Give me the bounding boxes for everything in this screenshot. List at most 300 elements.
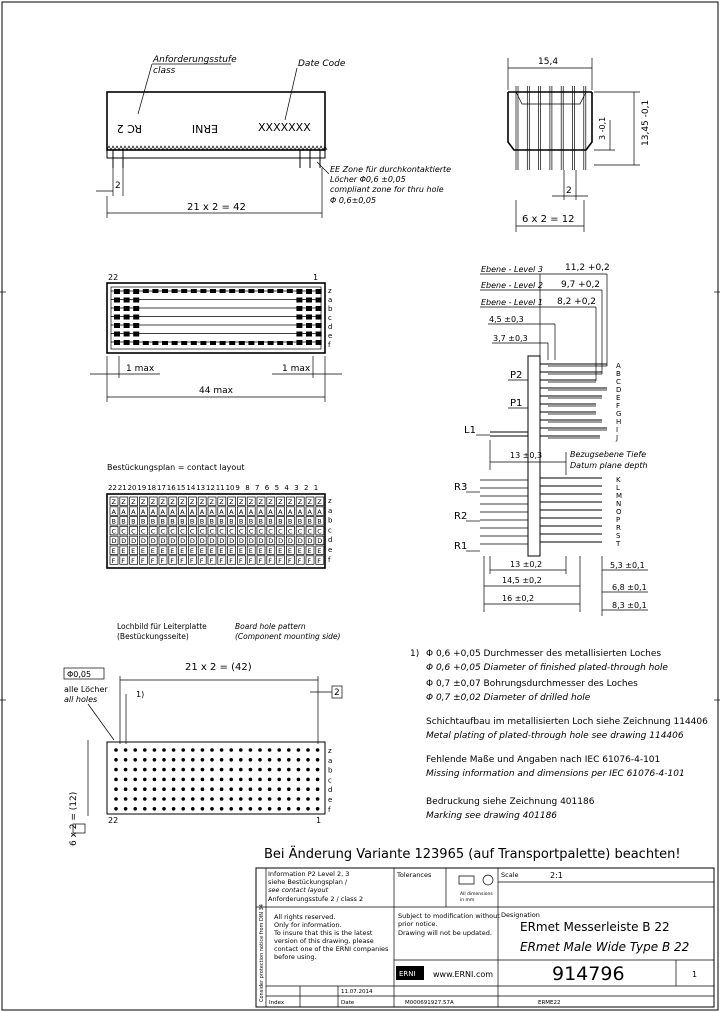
front-contact-0-3	[114, 315, 120, 320]
hole-13-2	[239, 768, 243, 772]
tolerances-label: Tolerances	[397, 871, 432, 879]
contact-cell-letter-9-3: C	[199, 527, 205, 536]
hole-12-5	[229, 797, 233, 801]
note-6: Metal plating of plated-through hole see drawing 114406	[426, 731, 684, 741]
hole-5-2	[162, 768, 166, 772]
front-contact-1-3	[124, 315, 130, 320]
contact-cell-letter-15-6: F	[258, 556, 263, 565]
contact-col-21: 21	[117, 484, 127, 492]
contact-cell-letter-5-1: A	[160, 507, 165, 516]
contact-cell-letter-6-2: B	[170, 517, 175, 526]
hole-9-0	[201, 748, 205, 752]
contact-cell-letter-0-5: E	[111, 547, 116, 555]
hole-10-2	[210, 768, 214, 772]
contact-cell-letter-19-1: A	[297, 507, 303, 516]
contact-cell-letter-11-5: E	[219, 547, 224, 555]
contact-cell-letter-4-2: B	[150, 517, 156, 526]
hole-21-3	[316, 778, 320, 782]
hole-19-0	[297, 748, 301, 752]
hole-18-1	[287, 758, 291, 762]
contact-cell-letter-7-3: C	[180, 527, 185, 536]
hole-15-5	[258, 797, 262, 801]
level-letter-O: O	[616, 508, 622, 516]
hole-pos-22: 22	[108, 816, 119, 825]
hole-10-3	[210, 778, 214, 782]
contact-cell-letter-15-2: B	[258, 517, 263, 526]
contact-cell-letter-3-6: F	[140, 556, 145, 565]
contact-cell-letter-12-5: E	[229, 547, 234, 555]
hole-1-6	[124, 807, 128, 811]
front-row-label-b: b	[328, 305, 333, 313]
hole-10-5	[210, 797, 214, 801]
hole-4-0	[153, 748, 157, 752]
contact-cell-letter-18-5: E	[287, 547, 293, 555]
date-code-label: Date Code	[298, 59, 346, 69]
dim-11-2: 11,2 +0,2	[565, 263, 610, 273]
contact-cell-letter-4-6: F	[150, 556, 155, 565]
hole-5-0	[162, 748, 166, 752]
rc2-marking: RC 2	[116, 122, 142, 135]
hole-10-4	[210, 787, 214, 791]
hole-title-de2: (Bestückungsseite)	[117, 632, 189, 641]
hole-1-2	[124, 768, 128, 772]
contact-cell-letter-2-2: B	[131, 517, 136, 526]
contact-cell-letter-8-5: E	[189, 547, 195, 555]
contact-cell-letter-6-4: D	[170, 537, 176, 546]
r1-label: R1	[454, 541, 468, 552]
hole-14-6	[249, 807, 253, 811]
hole-16-2	[268, 768, 272, 772]
level-letter-R: R	[616, 524, 621, 532]
contact-cell-letter-7-0: Z	[180, 498, 185, 506]
hole-21-1	[316, 758, 320, 762]
contact-cell-letter-12-2: B	[229, 517, 234, 526]
hole-10-1	[210, 758, 214, 762]
contact-cell-letter-18-6: F	[287, 556, 292, 565]
front-contact-19-6	[296, 340, 302, 345]
hole-7-0	[181, 748, 185, 752]
contact-cell-letter-4-3: C	[150, 527, 156, 536]
ee-zone-line2: Löcher Φ0,6 ±0,05	[330, 175, 406, 184]
hole-11-4	[220, 787, 224, 791]
hole-6-4	[172, 787, 176, 791]
front-contact-top-15	[258, 289, 264, 293]
anforderung-label: Anforderungsstufe	[153, 55, 237, 65]
hole-0-2	[114, 768, 118, 772]
datum-plane-de: Bezugsebene Tiefe	[570, 450, 647, 459]
front-contact-19-2	[296, 306, 302, 311]
level-letter-F: F	[616, 402, 621, 410]
front-contact-bottom-7	[181, 341, 187, 345]
contact-col-19: 19	[137, 484, 147, 492]
hole-row-label-a: a	[328, 756, 333, 765]
contact-cell-letter-11-1: A	[219, 507, 224, 516]
contact-cell-letter-13-1: A	[238, 507, 244, 516]
hole-6-1	[172, 758, 176, 762]
hole-9-2	[201, 768, 205, 772]
hole-row-label-f: f	[328, 805, 331, 814]
contact-cell-letter-0-4: D	[111, 537, 117, 546]
datum-plane-en: Datum plane depth	[570, 461, 648, 470]
contact-row-label-c: c	[328, 526, 332, 535]
hole-19-3	[297, 778, 301, 782]
contact-row-label-e: e	[328, 546, 333, 554]
front-contact-20-1	[306, 298, 312, 303]
contact-cell-letter-19-4: D	[297, 537, 303, 546]
hole-11-6	[220, 807, 224, 811]
contact-cell-letter-7-4: D	[180, 537, 186, 546]
contact-cell-letter-17-5: E	[278, 547, 283, 555]
hole-20-5	[306, 797, 310, 801]
hole-11-0	[220, 748, 224, 752]
front-contact-top-5	[162, 289, 168, 293]
hole-2-3	[133, 778, 137, 782]
hole-2-4	[133, 787, 137, 791]
contact-cell-letter-13-4: D	[238, 537, 244, 546]
hole-0-5	[114, 797, 118, 801]
hole-17-4	[277, 787, 281, 791]
hole-12-3	[229, 778, 233, 782]
front-contact-top-8	[191, 289, 197, 293]
hole-17-5	[277, 797, 281, 801]
front-contact-2-1	[133, 298, 139, 303]
level3-label: Ebene - Level 3	[481, 265, 543, 274]
front-contact-top-10	[210, 289, 216, 293]
contact-cell-letter-9-2: B	[199, 517, 205, 526]
contact-cell-letter-10-4: D	[209, 537, 215, 546]
contact-cell-letter-20-6: F	[307, 556, 312, 565]
hole-7-2	[181, 768, 185, 772]
hole-8-6	[191, 807, 195, 811]
contact-cell-letter-11-6: F	[219, 556, 224, 565]
contact-cell-letter-12-1: A	[229, 507, 234, 516]
contact-cell-letter-3-1: A	[140, 507, 146, 516]
front-contact-bottom-18	[287, 341, 293, 345]
contact-row-label-a: a	[328, 506, 333, 515]
contact-cell-letter-2-1: A	[131, 507, 136, 516]
hole-row-label-b: b	[328, 766, 333, 775]
contact-cell-letter-16-4: D	[268, 537, 274, 546]
level-letter-C: C	[616, 378, 621, 386]
dim-3-7: 3,7 ±0,3	[493, 334, 528, 343]
hole-row-label-z: z	[328, 747, 332, 755]
hole-6-0	[172, 748, 176, 752]
level-letter-I: I	[616, 426, 619, 434]
contact-cell-letter-20-2: B	[307, 517, 312, 526]
front-contact-top-9	[200, 289, 206, 293]
level-letter-P: P	[616, 516, 621, 524]
contact-cell-letter-18-0: Z	[287, 498, 293, 506]
contact-cell-letter-14-2: B	[248, 517, 254, 526]
contact-cell-letter-2-6: F	[131, 556, 135, 565]
contact-cell-letter-17-0: Z	[278, 498, 283, 506]
info-line2: siehe Bestückungsplan /	[268, 878, 348, 886]
hole-5-1	[162, 758, 166, 762]
contact-cell-letter-8-3: C	[189, 527, 195, 536]
front-pos-1: 1	[313, 273, 319, 282]
hole-18-2	[287, 768, 291, 772]
contact-cell-letter-6-3: C	[170, 527, 175, 536]
hole-16-5	[268, 797, 272, 801]
hole-7-6	[181, 807, 185, 811]
front-contact-19-5	[296, 332, 302, 337]
hole-0-1	[114, 758, 118, 762]
contact-cell-letter-11-2: B	[219, 517, 224, 526]
hole-3-1	[143, 758, 147, 762]
hole-11-3	[220, 778, 224, 782]
hole-20-4	[306, 787, 310, 791]
contact-cell-letter-6-5: E	[170, 547, 175, 555]
hole-4-5	[153, 797, 157, 801]
front-contact-2-4	[133, 323, 139, 328]
hole-9-4	[201, 787, 205, 791]
contact-cell-letter-8-1: A	[189, 507, 195, 516]
front-row-label-d: d	[328, 323, 333, 331]
top-view	[96, 55, 451, 218]
hole-box-2: 2	[334, 688, 340, 698]
hole-15-1	[258, 758, 262, 762]
contact-col-17: 17	[157, 484, 166, 492]
contact-cell-letter-6-1: A	[170, 507, 175, 516]
front-contact-bottom-6	[172, 341, 178, 345]
dim-14-5: 14,5 ±0,2	[502, 576, 542, 585]
contact-cell-letter-9-4: D	[199, 537, 205, 546]
contact-cell-letter-7-6: F	[180, 556, 184, 565]
contact-cell-letter-11-0: Z	[219, 498, 224, 506]
dim-44max: 44 max	[199, 386, 233, 396]
hole-2-0	[133, 748, 137, 752]
contact-cell-letter-17-1: A	[278, 507, 283, 516]
note-9: Bedruckung siehe Zeichnung 401186	[426, 797, 595, 807]
hole-8-2	[191, 768, 195, 772]
hole-21-2	[316, 768, 320, 772]
front-contact-top-12	[229, 289, 235, 293]
dim-21x2: 21 x 2 = 42	[187, 202, 246, 213]
hole-2-1	[133, 758, 137, 762]
hole-15-4	[258, 787, 262, 791]
contact-cell-letter-21-5: E	[317, 547, 322, 555]
class-label: class	[153, 66, 176, 76]
hole-13-0	[239, 748, 243, 752]
note-4: Φ 0,7 ±0,02 Diameter of drilled hole	[426, 693, 591, 703]
contact-col-20: 20	[127, 484, 137, 492]
level-letter-G: G	[616, 410, 622, 418]
contact-cell-letter-1-3: C	[121, 527, 126, 536]
hole-5-5	[162, 797, 166, 801]
hole-3-5	[143, 797, 147, 801]
contact-cell-letter-14-0: Z	[248, 498, 254, 506]
front-contact-20-3	[306, 315, 312, 320]
contact-cell-letter-20-3: C	[307, 527, 313, 536]
front-contact-2-5	[133, 332, 139, 337]
hole-19-4	[297, 787, 301, 791]
front-contact-0-5	[114, 332, 120, 337]
contact-cell-letter-21-0: Z	[317, 498, 322, 506]
variant-banner: Bei Änderung Variante 123965 (auf Transportpalette) beachten!	[264, 847, 681, 862]
hole-19-2	[297, 768, 301, 772]
din-protection-notice: Consider protection notice from DIN 34	[259, 904, 265, 1002]
contact-cell-letter-10-1: A	[209, 507, 214, 516]
front-contact-0-2	[114, 306, 120, 311]
hole-4-3	[153, 778, 157, 782]
erni-marking: ERNI	[191, 122, 218, 135]
hole-5-6	[162, 807, 166, 811]
hole-16-4	[268, 787, 272, 791]
contact-col-8: 8	[245, 484, 250, 492]
contact-cell-letter-21-2: B	[317, 517, 322, 526]
dim-4-5: 4,5 ±0,3	[489, 315, 524, 324]
hole-12-0	[229, 748, 233, 752]
hole-14-3	[249, 778, 253, 782]
front-contact-2-0	[133, 289, 139, 294]
hole-11-1	[220, 758, 224, 762]
hole-8-5	[191, 797, 195, 801]
front-view	[90, 273, 342, 402]
hole-14-1	[249, 758, 253, 762]
hole-pos-1: 1	[316, 816, 322, 825]
contact-cell-letter-10-6: F	[209, 556, 214, 565]
contact-cell-letter-19-3: C	[297, 527, 303, 536]
subject-line1: Subject to modification without	[398, 912, 500, 920]
scale-value: 2:1	[550, 871, 563, 880]
contact-cell-letter-15-5: E	[258, 547, 263, 555]
front-contact-top-4	[152, 289, 158, 293]
front-row-label-e: e	[328, 332, 333, 340]
contact-cell-letter-21-3: C	[317, 527, 322, 536]
contact-cell-letter-16-1: A	[268, 507, 273, 516]
hole-9-1	[201, 758, 205, 762]
front-contact-bottom-17	[277, 341, 283, 345]
contact-cell-letter-7-1: A	[180, 507, 185, 516]
front-contact-1-4	[124, 323, 130, 328]
part-number: 914796	[552, 963, 625, 985]
hole-20-2	[306, 768, 310, 772]
designation-label: Designation	[501, 911, 540, 919]
contact-layout-title: Bestückungsplan = contact layout	[107, 463, 245, 472]
hole-4-4	[153, 787, 157, 791]
contact-cell-letter-13-6: F	[238, 556, 243, 565]
contact-cell-letter-14-4: D	[248, 537, 254, 546]
contact-cell-letter-15-0: Z	[258, 498, 263, 506]
hole-title-en2: (Component mounting side)	[235, 632, 341, 641]
front-contact-0-1	[114, 298, 120, 303]
contact-cell-letter-19-2: B	[297, 517, 303, 526]
hole-3-0	[143, 748, 147, 752]
hole-18-4	[287, 787, 291, 791]
hole-1-0	[124, 748, 128, 752]
contact-cell-letter-7-5: E	[180, 547, 185, 555]
hole-16-0	[268, 748, 272, 752]
hole-13-5	[239, 797, 243, 801]
hole-9-5	[201, 797, 205, 801]
hole-15-2	[258, 768, 262, 772]
tol-sub1: All dimensions	[460, 892, 493, 897]
hole-16-3	[268, 778, 272, 782]
hole-3-6	[143, 807, 147, 811]
note-8: Missing information and dimensions per IEC 61076-4-101	[426, 769, 685, 779]
hole-7-5	[181, 797, 185, 801]
hole-20-1	[306, 758, 310, 762]
contact-col-10: 10	[225, 484, 235, 492]
contact-col-9: 9	[235, 484, 240, 492]
hole-7-3	[181, 778, 185, 782]
hole-6-6	[172, 807, 176, 811]
front-contact-bottom-3	[143, 341, 149, 345]
hole-15-6	[258, 807, 262, 811]
index-label: Index	[269, 1000, 285, 1006]
front-contact-bottom-5	[162, 341, 168, 345]
contact-cell-letter-15-4: D	[258, 537, 264, 546]
dim-8-3: 8,3 ±0,1	[612, 601, 647, 610]
front-contact-bottom-13	[239, 341, 245, 345]
contact-col-14: 14	[186, 484, 196, 492]
front-contact-20-4	[306, 323, 312, 328]
hole-20-0	[306, 748, 310, 752]
date-label: Date	[341, 1000, 355, 1006]
hole-12-4	[229, 787, 233, 791]
dim-8-2: 8,2 +0,2	[557, 297, 597, 307]
hole-20-6	[306, 807, 310, 811]
hole-6-5	[172, 797, 176, 801]
note-10: Marking see drawing 401186	[426, 811, 558, 821]
contact-cell-letter-5-6: F	[160, 556, 165, 565]
contact-cell-letter-1-1: A	[121, 507, 126, 516]
front-contact-top-13	[239, 289, 245, 293]
contact-cell-letter-14-5: E	[248, 547, 253, 555]
ee-zone-line4: Φ 0,6±0,05	[330, 196, 377, 205]
level-letter-L: L	[616, 484, 620, 492]
hole-21-6	[316, 807, 320, 811]
hole-pattern	[64, 622, 342, 846]
front-contact-20-5	[306, 332, 312, 337]
front-contact-bottom-10	[210, 341, 216, 345]
info-line4: Anforderungsstufe 2 / class 2	[268, 895, 364, 903]
contact-cell-letter-6-0: Z	[170, 498, 175, 506]
front-contact-0-0	[114, 289, 120, 294]
level-letter-D: D	[616, 386, 622, 394]
designation-de: ERmet Messerleiste B 22	[520, 920, 670, 934]
hole-4-2	[153, 768, 157, 772]
level-letter-S: S	[616, 532, 621, 540]
contact-cell-letter-1-6: F	[121, 556, 126, 565]
contact-cell-letter-16-2: B	[268, 517, 273, 526]
hole-3-2	[143, 768, 147, 772]
hole-0-3	[114, 778, 118, 782]
contact-cell-letter-15-3: C	[258, 527, 264, 536]
front-contact-21-1	[316, 298, 322, 303]
contact-cell-letter-2-4: D	[131, 537, 137, 546]
hole-1-3	[124, 778, 128, 782]
info-line3: see contact layout	[268, 886, 329, 894]
contact-cell-letter-0-6: F	[111, 556, 116, 565]
contact-row-label-b: b	[328, 516, 333, 525]
contact-cell-letter-14-3: C	[248, 527, 254, 536]
front-contact-bottom-14	[248, 341, 254, 345]
hole-row-label-d: d	[328, 786, 333, 795]
front-contact-1-1	[124, 298, 130, 303]
level2-label: Ebene - Level 2	[481, 281, 543, 290]
hole-14-4	[249, 787, 253, 791]
hole-12-1	[229, 758, 233, 762]
hole-4-6	[153, 807, 157, 811]
dim-6x2: 6 x 2 = 12	[522, 214, 575, 225]
hole-13-6	[239, 807, 243, 811]
hole-17-1	[277, 758, 281, 762]
hole-10-0	[210, 748, 214, 752]
contact-col-7: 7	[255, 484, 260, 492]
contact-cell-letter-20-0: Z	[307, 498, 312, 506]
note-5: Schichtaufbau im metallisierten Loch siehe Zeichnung 114406	[426, 717, 708, 727]
